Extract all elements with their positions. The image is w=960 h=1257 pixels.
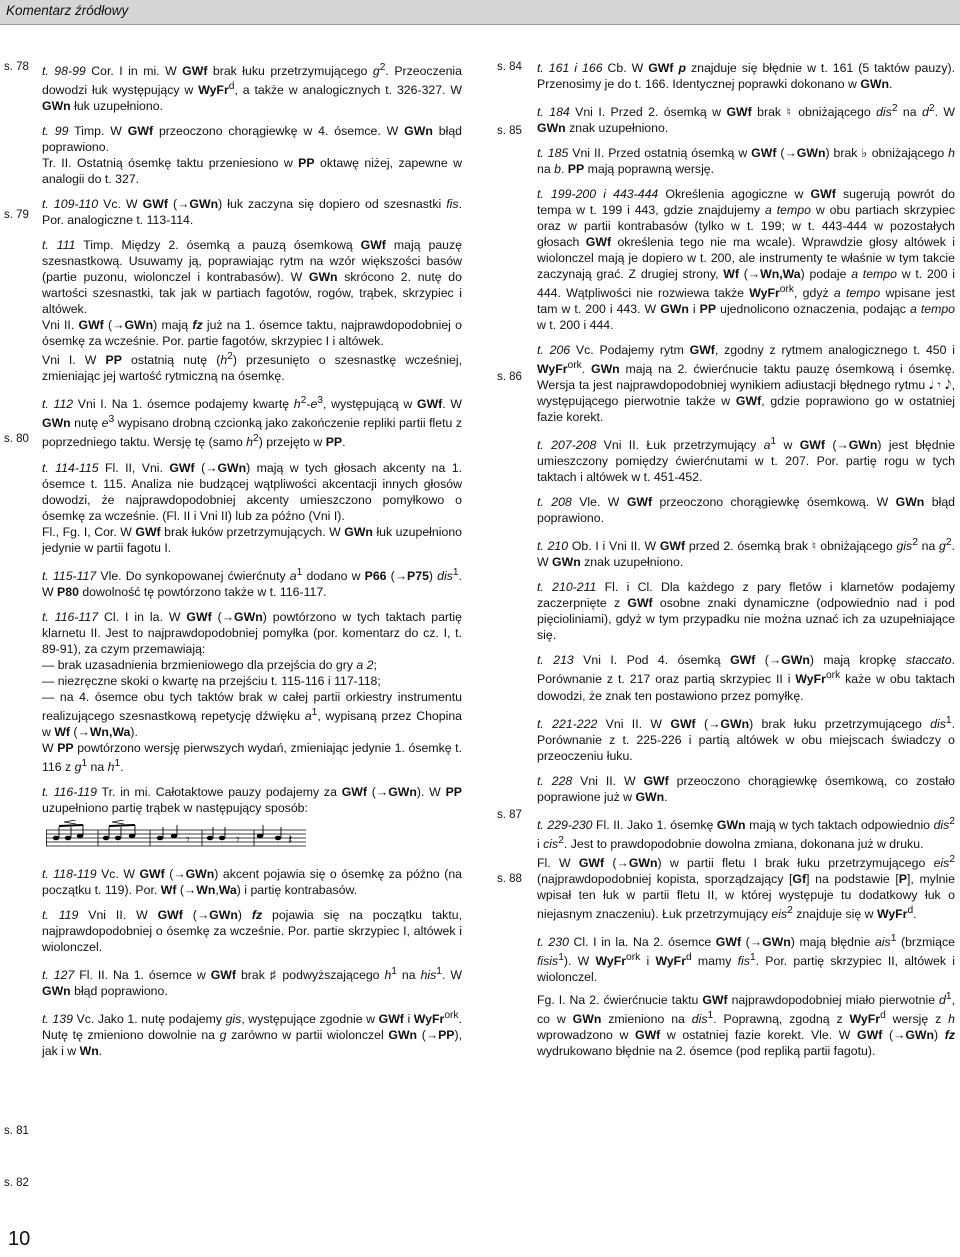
commentary-paragraph: — brak uzasadnienia brzmieniowego dla przejścia do gry a 2; <box>42 657 377 672</box>
commentary-paragraph: t. 207-208 Vni II. Łuk przetrzymujący $a^1$ w GWf (→GWn) jest błędnie umieszczony pomiędzy ćwierćnutami w t. 207. Por. partię rogu w tych taktach i altówek w t. 451-452. <box>537 436 955 485</box>
commentary-paragraph: t. 115-117 Vle. Do synkopowanej ćwierćnuty $a^1$ dodano w P66 (→P75) dis$^1$. W P80 dowolność tę powtórzono także w t. 116-117. <box>42 566 462 599</box>
commentary-paragraph: t. 127 Fl. II. Na 1. ósemce w GWf brak ♯ podwyższającego $h^1$ na his$^1$. W GWn błąd poprawiono. <box>42 965 462 998</box>
commentary-paragraph: t. 161 i 166 Cb. W GWf p znajduje się błędnie w t. 161 (5 taktów pauzy). Przenosimy je do t. 166. Identycznej poprawki dokonano w GWn. <box>537 61 955 91</box>
right-column <box>537 60 955 1059</box>
margin-page-ref: s. 79 <box>4 209 29 221</box>
commentary-paragraph: t. 213 Vni I. Pod 4. ósemką GWf (→GWn) mają kropkę staccato. Porównanie z t. 217 oraz partią skrzypiec II i WyFr$^{ork}$ każe w obu taktach dowodzi, że znak ten postawiono przez pomyłkę. <box>537 653 955 703</box>
commentary-paragraph: t. 114-115 Fl. II, Vni. GWf (→GWn) mają w tych głosach akcenty na 1. ósemce t. 115. Analiza nie budzącej wątpliwości akcentacji innych głosów dowodzi, że najprawdopodobniej akcenty umieszczono pomyłkowo o ósemkę za wcześnie. (Fl. II i Vni II) lub za późno (Vni I). <box>42 460 462 523</box>
svg-text:𝄾: 𝄾 <box>236 831 240 848</box>
page-number: 10 <box>8 1228 31 1250</box>
commentary-paragraph: t. 109-110 Vc. W GWf (→GWn) łuk zaczyna się dopiero od szesnastki fis. Por. analogiczne t. 113-114. <box>42 197 462 228</box>
margin-page-ref: s. 82 <box>4 1177 29 1189</box>
commentary-paragraph: t. 111 Timp. Między 2. ósemką a pauzą ósemkową GWf mają pauzę szesnastkową. Usuwamy ją, poprawiając rytm na wzór większości basów (partie puzonu, wiolonczel i kontrabasów). W GWn skrócono 2. nutę do wartości szesnastki, tak jak w partiach fagotów, rogów, trąbek, skrzypiec i altówek. <box>42 238 463 317</box>
margin-page-ref: s. 78 <box>4 61 29 73</box>
svg-text:𝄽: 𝄽 <box>288 831 293 848</box>
commentary-paragraph: t. 98-99 Cor. I in mi. W GWf brak łuku przetrzymującego $g^2$. Przeoczenia dowodzi łuk występujący w WyFr$^d$, a także w analogicznych t. 326-327. W GWn łuk uzupełniono. <box>42 62 462 114</box>
commentary-paragraph: t. 210 Ob. I i Vni II. W GWf przed 2. ósemką brak ♮ obniżającego gis$^2$ na $g^2$. W GWn znak uzupełniono. <box>537 537 956 570</box>
commentary-paragraph: t. 230 Cl. I in la. Na 2. ósemce GWf (→GWn) mają błędnie ais$^1$ (brzmiące fisis$^1$). W WyFr$^{ork}$ i WyFr$^d$ mamy fis$^1$. Por. partię skrzypiec II, altówek i wiolonczel. <box>537 933 955 985</box>
commentary-paragraph: t. 99 Timp. W GWf przeoczono chorągiewkę w 4. ósemce. W GWn błąd poprawiono. <box>42 124 463 155</box>
commentary-paragraph: — na 4. ósemce obu tych taktów brak w całej partii orkiestry instrumentu realizującego szesnastkową repetycję dźwięku $a^1$, wypisaną przez Chopina w Wf (→Wn,Wa). <box>42 689 463 739</box>
margin-page-ref: s. 84 <box>497 61 522 73</box>
commentary-paragraph: Vni II. GWf (→GWn) mają fz już na 1. ósemce taktu, najprawdopodobniej o ósemkę za wcześnie. Por. partie fagotów, skrzypiec I i altówek. <box>42 318 462 349</box>
commentary-paragraph: Fl. W GWf (→GWn) w partii fletu I brak łuku przetrzymującego eis$^2$ (najprawdopodobniej kopista, sporządzający [Gf] na podstawie [P], mylnie wpisał ten łuk w partii fletu II, w której występuje tu dodatkowy łuk o niejasnym znaczeniu). Łuk przetrzymujący eis$^2$ znajduje się w WyFr$^d$. <box>537 853 956 922</box>
commentary-paragraph: t. 116-117 Cl. I in la. W GWf (→GWn) powtórzono w tych taktach partię klarnetu II. Jest to najprawdopodobniej pomyłka (por. komentarz do cz. I, t. 89-91), za czym przemawiają: <box>42 609 462 656</box>
margin-page-ref: s. 80 <box>4 433 29 445</box>
commentary-paragraph: t. 118-119 Vc. W GWf (→GWn) akcent pojawia się o ósemkę za późno (na początku t. 119). Por. Wf (→Wn,Wa) i partię kontrabasów. <box>42 866 462 897</box>
margin-page-ref: s. 86 <box>497 371 522 383</box>
commentary-paragraph: t. 112 Vni I. Na 1. ósemce podajemy kwartę $h^2-e^3$, występującą w GWf. W GWn nutę $e^3$ wypisano drobną czcionką jako zakończenie repliki partii fletu z poprzedniego taktu. Wersję tę (samo $h^2$) przejęto w PP. <box>42 395 463 450</box>
commentary-paragraph: t. 210-211 Fl. i Cl. Dla każdego z pary fletów i klarnetów podajemy zaczerpnięte z GWf osobne znaki dynamiczne (odpowiednio nad i pod pięcioliniami), gdyż w tym przypadku nie można uznać ich za uzupełniające się. <box>537 580 955 643</box>
trumpet-notation-example <box>46 820 306 858</box>
margin-page-ref: s. 88 <box>497 873 522 885</box>
commentary-paragraph: Fg. I. Na 2. ćwierćnucie taktu GWf najprawdopodobniej miało pierwotnie $d^1$, co w GWn zmieniono na dis$^1$. Poprawną, zgodną z WyFr$^d$ wersję z h wprowadzono w GWf w ostatniej fazie korekt. Vle. W GWf (→GWn) fz wydrukowano błędnie na 2. ósemce (pod repliką partii fagotu). <box>537 991 956 1059</box>
commentary-paragraph: t. 208 Vle. W GWf przeoczono chorągiewkę ósemkową. W GWn błąd poprawiono. <box>537 495 955 526</box>
commentary-paragraph: t. 119 Vni II. W GWf (→GWn) fz pojawia się na początku taktu, najprawdopodobniej o ósemkę za wcześnie. Por. partie skrzypiec I, altówek i wiolonczel. <box>42 907 462 954</box>
svg-text:𝄾: 𝄾 <box>186 831 190 848</box>
commentary-paragraph: t. 139 Vc. Jako 1. nutę podajemy gis, występujące zgodnie w GWf i WyFr$^{ork}$. Nutę tę zmieniono dowolnie na g zarówno w partii wiolonczel GWn (→PP), jak i w Wn. <box>42 1009 463 1059</box>
running-header <box>0 0 960 25</box>
margin-page-ref: s. 87 <box>497 809 522 821</box>
commentary-paragraph: t. 229-230 Fl. II. Jako 1. ósemkę GWn mają w tych taktach odpowiednio dis$^2$ i cis$^2$. Jest to prawdopodobnie dowolna zmiana, dokonana już w druku. <box>537 815 955 851</box>
commentary-paragraph: t. 221-222 Vni II. W GWf (→GWn) brak łuku przetrzymującego dis$^1$. Porównanie z t. 225-226 i partią altówek w obu miejscach świadczy o przeoczeniu łuku. <box>537 714 955 763</box>
left-column <box>42 60 462 1059</box>
commentary-paragraph: t. 199-200 i 443-444 Określenia agogiczne w GWf sugerują powrót do tempa w t. 199 i 443, gdzie znajdujemy a tempo w obu partiach skrzypiec oraz w partii kontrabasów (tylko w t. 199; w t. 443-444 w pozostałych głosach GWf określenia tego nie ma wcale). Wprawdzie głosy altówek i wiolonczel mają je dopiero w t. 200, ale instrumenty te właśnie w tym takcie zaczynają grać. Z drugiej strony, Wf (→Wn,Wa) podaje a tempo w t. 200 i 444. Wątpliwości nie rozwiewa także WyFr$^{ork}$, gdyż a tempo wpisane jest tam w t. 200 i 443. W GWn i PP ujednolicono oznaczenia, podając a tempo w t. 200 i 444. <box>537 187 955 333</box>
commentary-paragraph: t. 185 Vni II. Przed ostatnią ósemką w GWf (→GWn) brak ♭ obniżającego h na b. PP mają poprawną wersję. <box>537 146 955 177</box>
commentary-paragraph: t. 184 Vni I. Przed 2. ósemką w GWf brak ♮ obniżającego dis$^2$ na $d^2$. W GWn znak uzupełniono. <box>537 103 955 136</box>
commentary-paragraph: t. 206 Vc. Podajemy rytm GWf, zgodny z rytmem analogicznego t. 450 i WyFr$^{ork}$. GWn mają na 2. ćwierćnucie taktu pauzę ósemkową i ósemkę. Wersja ta jest najprawdopodobniej wynikiem adiustacji błędnego rytmu 𝅘𝅥 𝄾 𝅘𝅥𝅮, występującego pierwotnie także w GWf, gdzie poprawiono go w ostatniej fazie korekt. <box>537 343 955 425</box>
margin-page-ref: s. 81 <box>4 1125 29 1137</box>
music-notation <box>46 820 462 858</box>
commentary-paragraph: Tr. II. Ostatnią ósemkę taktu przeniesiono w PP oktawę niżej, zapewne w analogii do t. 327. <box>42 156 462 187</box>
commentary-paragraph: t. 116-119 Tr. in mi. Całotaktowe pauzy podajemy za GWf (→GWn). W PP uzupełniono partię trąbek w następujący sposób: <box>42 784 462 815</box>
commentary-paragraph: t. 228 Vni II. W GWf przeoczono chorągiewkę ósemkową, co zostało poprawione już w GWn. <box>537 773 955 804</box>
commentary-paragraph: Fl., Fg. I, Cor. W GWf brak łuków przetrzymujących. W GWn łuk uzupełniono jedynie w partii fagotu I. <box>42 524 462 555</box>
header-title: Komentarz źródłowy <box>6 3 129 18</box>
commentary-paragraph: W PP powtórzono wersję pierwszych wydań, zmieniając jedynie 1. ósemkę t. 116 z $g^1$ na $h^1$. <box>42 740 462 774</box>
commentary-paragraph: — niezręczne skoki o kwartę na przejściu t. 115-116 i 117-118; <box>42 673 381 688</box>
commentary-paragraph: Vni I. W PP ostatnią nutę $(h^2)$ przesunięto o szesnastkę wcześniej, zmieniając jej wartość rytmiczną na ósemkę. <box>42 351 462 384</box>
margin-page-ref: s. 85 <box>497 125 522 137</box>
